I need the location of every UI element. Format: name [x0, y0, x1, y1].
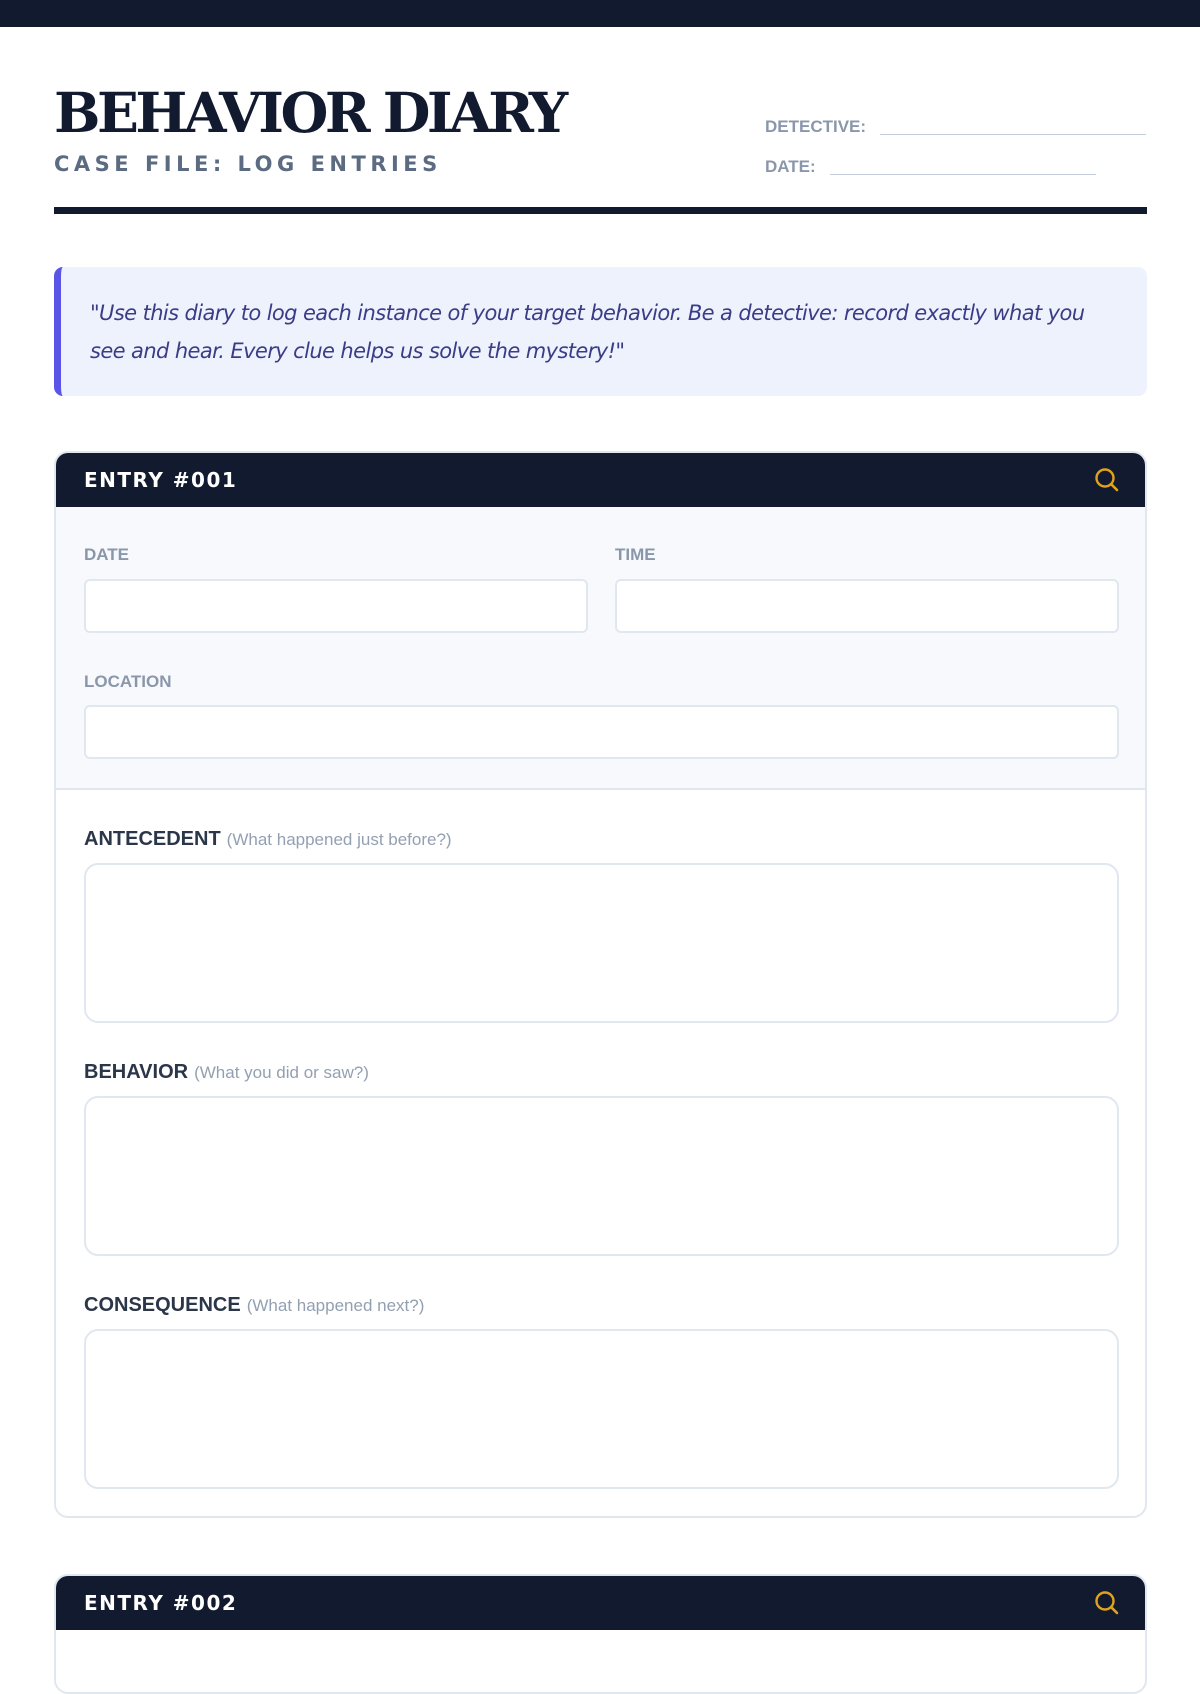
entry-title: ENTRY #001 [84, 468, 238, 492]
entry-card [54, 1574, 1147, 1694]
page-subtitle: CASE FILE: LOG ENTRIES [54, 152, 442, 176]
consequence-textarea[interactable] [84, 1329, 1119, 1489]
top-bar [0, 0, 1200, 27]
behavior-textarea[interactable] [84, 1096, 1119, 1256]
antecedent-label-group [84, 827, 452, 853]
behavior-label-group [84, 1060, 369, 1086]
date-input[interactable] [84, 579, 588, 633]
intro-text: "Use this diary to log each instance of your target behavior. Be a detective: record exactly what you see and hear. Every clue helps us solve the mystery!" [90, 301, 1085, 363]
behavior-label: BEHAVIOR [84, 1061, 189, 1083]
detective-field[interactable] [765, 117, 1146, 137]
header-divider [54, 207, 1147, 214]
page-title: BEHAVIOR DIARY [54, 80, 565, 145]
entry-title: ENTRY #002 [84, 1591, 238, 1615]
antecedent-hint: (What happened just before?) [226, 830, 452, 849]
consequence-label-group [84, 1293, 424, 1319]
header-date-field[interactable] [765, 157, 1096, 177]
detective-line[interactable] [880, 134, 1146, 135]
antecedent-textarea[interactable] [84, 863, 1119, 1023]
search-icon[interactable] [1093, 1589, 1121, 1617]
time-label: TIME [615, 545, 656, 564]
time-input[interactable] [615, 579, 1119, 633]
intro-callout [54, 267, 1147, 396]
date-label: DATE [84, 545, 130, 564]
consequence-label: CONSEQUENCE [84, 1294, 241, 1316]
location-input[interactable] [84, 705, 1119, 759]
detective-label: DETECTIVE: [765, 117, 867, 136]
entry-card [54, 451, 1147, 1518]
header-date-label: DATE: [765, 157, 816, 176]
entry-info-section [56, 507, 1145, 790]
header-date-line[interactable] [830, 174, 1096, 175]
entry-header [56, 1576, 1145, 1630]
consequence-hint: (What happened next?) [246, 1296, 425, 1315]
location-label: LOCATION [84, 672, 172, 691]
search-icon[interactable] [1093, 466, 1121, 494]
behavior-hint: (What you did or saw?) [194, 1063, 369, 1082]
entry-header [56, 453, 1145, 507]
antecedent-label: ANTECEDENT [84, 828, 221, 850]
